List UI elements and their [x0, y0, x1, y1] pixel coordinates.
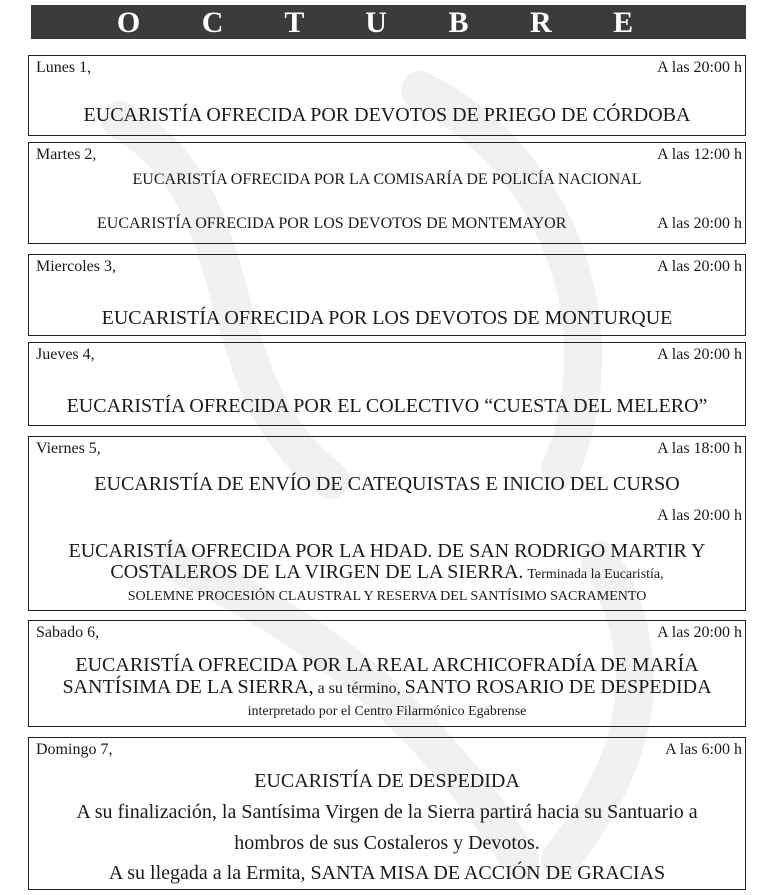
entry-day: Miercoles 3,	[36, 258, 116, 275]
schedule-entry	[28, 55, 746, 136]
entry-text: EUCARISTÍA OFRECIDA POR LA REAL ARCHICOFRADÍA DE MARÍA	[75, 654, 699, 676]
entry-text	[29, 676, 745, 699]
entry-day: Martes 2,	[36, 146, 97, 163]
schedule-entry	[28, 737, 746, 890]
entry-text-part: Terminada la Eucaristía,	[527, 567, 664, 582]
schedule-entry	[28, 254, 746, 336]
entry-text: EUCARISTÍA DE DESPEDIDA	[254, 770, 520, 792]
entry-text: A su llegada a la Ermita, SANTA MISA DE ACCIÓN DE GRACIAS	[108, 862, 666, 884]
schedule-entry	[28, 342, 746, 426]
entry-text: A su finalización, la Santísima Virgen de la Sierra partirá hacia su Santuario a	[76, 801, 698, 823]
entry-text: EUCARISTÍA DE ENVÍO DE CATEQUISTAS E INICIO DEL CURSO	[94, 473, 680, 495]
entry-time: A las 20:00 h	[657, 59, 742, 76]
entry-day: Viernes 5,	[36, 440, 101, 457]
entry-time: A las 20:00 h	[657, 215, 742, 232]
entry-text: EUCARISTÍA OFRECIDA POR LOS DEVOTOS DE MONTURQUE	[101, 307, 673, 329]
entry-text-part: a su término,	[317, 680, 401, 697]
entry-time: A las 6:00 h	[665, 741, 742, 758]
entry-text-part: SANTO ROSARIO DE DESPEDIDA	[404, 676, 712, 698]
entry-text: SOLEMNE PROCESIÓN CLAUSTRAL Y RESERVA DEL SANTÍSIMO SACRAMENTO	[127, 589, 647, 604]
entry-text-part: SANTÍSIMA DE LA SIERRA,	[62, 676, 314, 698]
entry-text	[29, 561, 745, 584]
entry-text: EUCARISTÍA OFRECIDA POR EL COLECTIVO “CUESTA DEL MELERO”	[66, 395, 708, 417]
entry-text: interpretado por el Centro Filarmónico Egabrense	[247, 704, 527, 719]
entry-time: A las 20:00 h	[657, 346, 742, 363]
schedule-entry	[28, 436, 746, 611]
entry-text: EUCARISTÍA OFRECIDA POR LOS DEVOTOS DE MONTEMAYOR	[97, 215, 567, 232]
entry-time: A las 18:00 h	[657, 440, 742, 457]
entry-time: A las 20:00 h	[657, 258, 742, 275]
entry-time: A las 12:00 h	[657, 146, 742, 163]
entry-day: Domingo 7,	[36, 741, 113, 758]
entry-day: Jueves 4,	[36, 346, 95, 363]
entry-time: A las 20:00 h	[657, 507, 742, 524]
entry-text: EUCARISTÍA OFRECIDA POR LA COMISARÍA DE POLICÍA NACIONAL	[132, 171, 642, 188]
entry-day: Sabado 6,	[36, 624, 100, 641]
month-header: O C T U B R E	[31, 5, 746, 39]
entry-text: hombros de sus Costaleros y Devotos.	[234, 832, 540, 854]
entry-text: EUCARISTÍA OFRECIDA POR LA HDAD. DE SAN RODRIGO MARTIR Y	[68, 540, 706, 562]
schedule-entry	[28, 142, 746, 244]
schedule-entry	[28, 620, 746, 727]
entry-time: A las 20:00 h	[657, 624, 742, 641]
entry-text-part: COSTALEROS DE LA VIRGEN DE LA SIERRA.	[110, 561, 524, 583]
entry-text: EUCARISTÍA OFRECIDA POR DEVOTOS DE PRIEGO DE CÓRDOBA	[83, 104, 691, 126]
entry-day: Lunes 1,	[36, 59, 92, 76]
